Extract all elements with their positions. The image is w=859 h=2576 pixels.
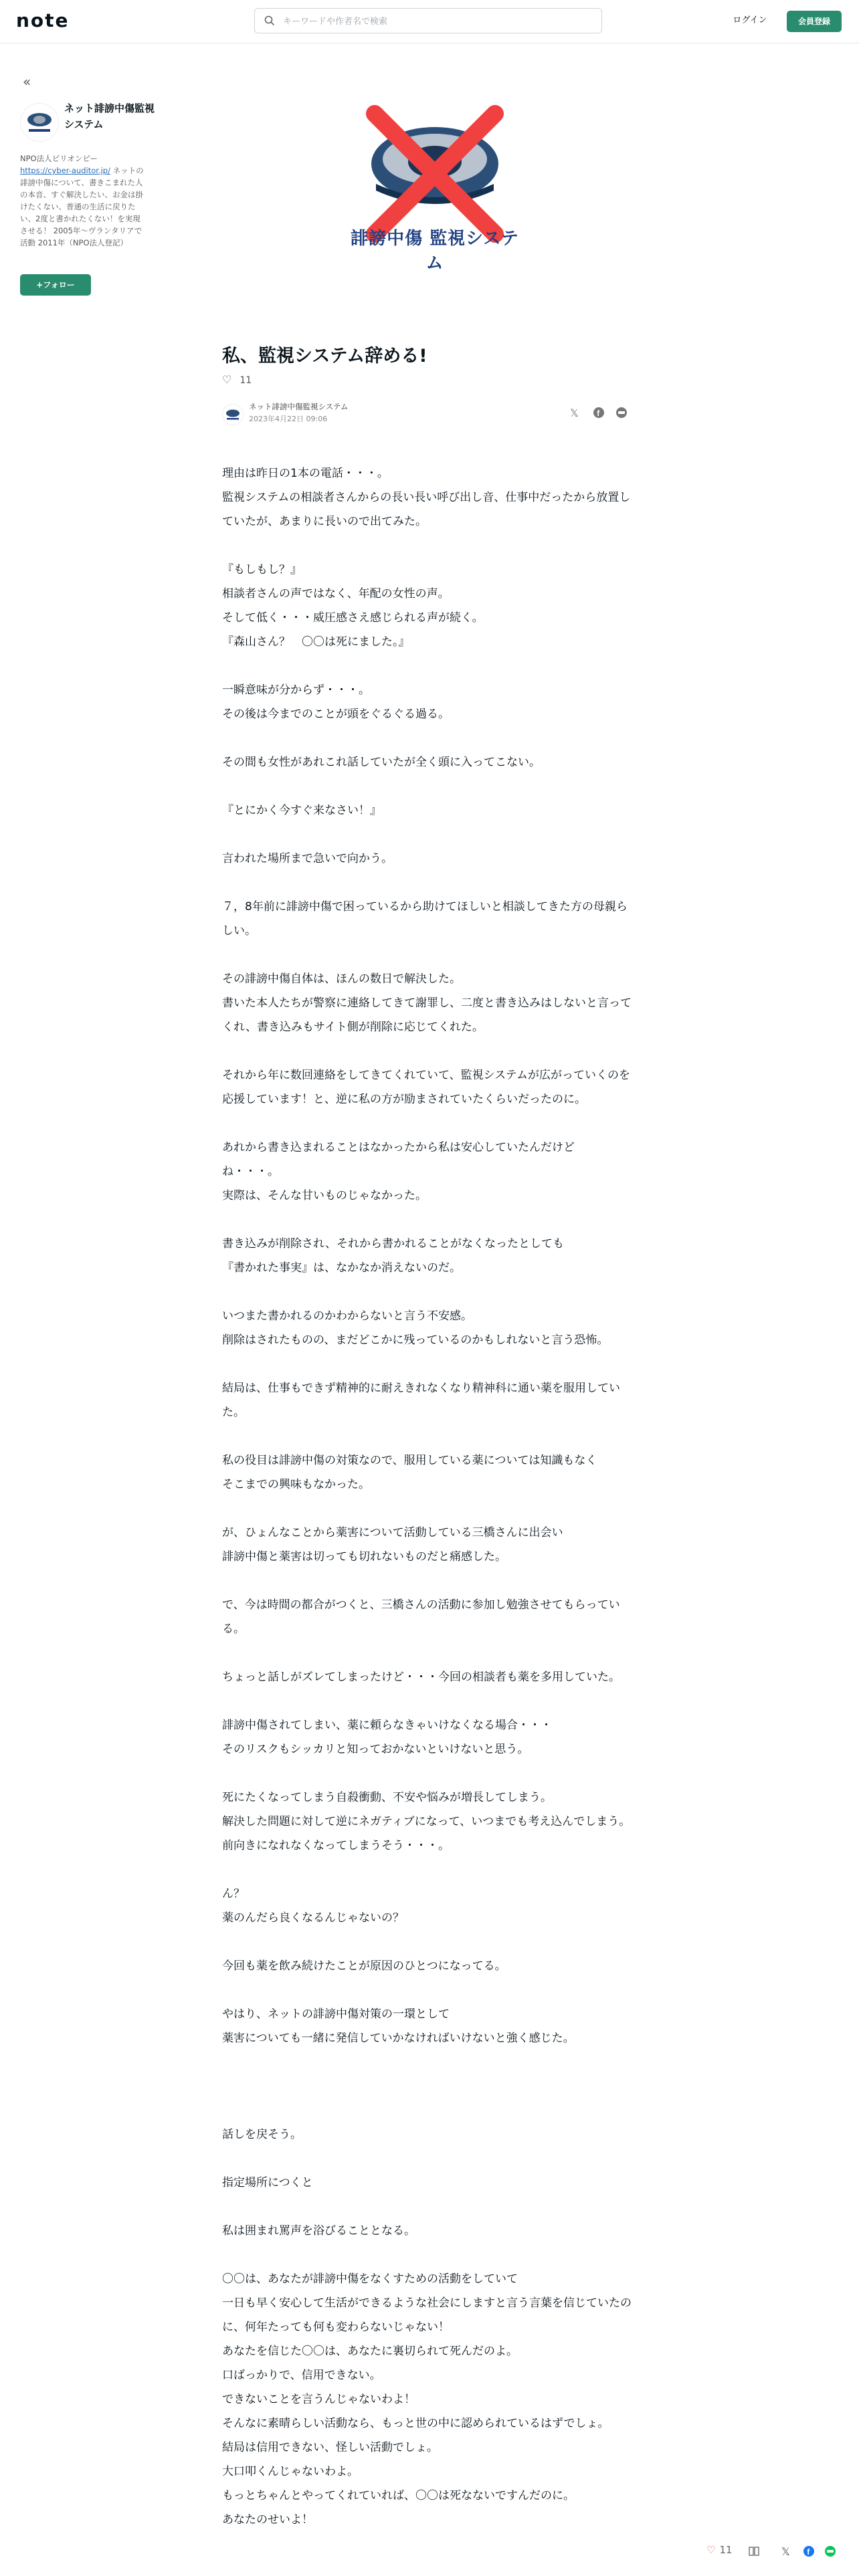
article-paragraph	[222, 2050, 637, 2074]
search-box[interactable]	[254, 8, 602, 33]
article-paragraph: できないことを言うんじゃないわよ！	[222, 2393, 415, 2406]
article-paragraph	[222, 1761, 637, 1786]
line-icon[interactable]	[824, 2545, 836, 2557]
article-paragraph	[222, 943, 637, 967]
article-paragraph: 監視システムの相談者さんからの長い長い呼び出し音、仕事中だったから放置していたが、あまりに長いので出てみた。	[222, 491, 631, 528]
like-counter[interactable]	[222, 373, 252, 386]
article-paragraph: いつまた書かれるのかわからないと言う不安感。	[222, 1309, 472, 1323]
article-paragraph	[222, 2074, 637, 2099]
sidebar-description	[20, 152, 147, 249]
svg-text:f: f	[597, 409, 600, 418]
article-paragraph	[222, 1641, 637, 1665]
heart-icon[interactable]: ♡	[706, 2544, 716, 2556]
article-paragraph: 指定場所につくと	[222, 2176, 313, 2189]
article-paragraph: 口ばっかりで、信用できない。	[222, 2369, 381, 2382]
article-paragraph: その後は今までのことが頭をぐるぐる過る。	[222, 708, 450, 721]
note-logo[interactable]: note	[16, 9, 70, 31]
article-paragraph: それから年に数回連絡をしてきてくれていて、監視システムが広がっていくのを応援しています！と、逆に私の方が励まされていたくらいだったのに。	[222, 1069, 630, 1106]
x-icon[interactable]: 𝕏	[570, 407, 579, 419]
article-paragraph	[222, 2243, 637, 2267]
article-paragraph: そのリスクもシッカリと知っておかないといけないと思う。	[222, 1743, 529, 1756]
article-paragraph	[222, 1111, 637, 1136]
article-paragraph: 結局は、仕事もできず精神的に耐えきれなくなり精神科に通い薬を服用していた。	[222, 1382, 620, 1419]
sidebar-author-name[interactable]: ネット誹謗中傷監視システム	[64, 102, 155, 130]
article-paragraph: もっとちゃんとやってくれていれば、〇〇は死なないですんだのに。	[222, 2489, 575, 2502]
signup-button[interactable]: 会員登録	[787, 11, 842, 32]
article-paragraph: やはり、ネットの誹謗中傷対策の一環として	[222, 2008, 450, 2021]
heart-icon[interactable]: ♡	[222, 373, 232, 386]
article-paragraph	[222, 1208, 637, 1232]
article-paragraph	[222, 2195, 637, 2219]
login-button[interactable]: ログイン	[733, 15, 767, 25]
article-paragraph: 解決した問題に対して逆にネガティブになって、いつまでも考え込んでしまう。	[222, 1815, 631, 1828]
article-paragraph: あなたを信じた〇〇は、あなたに裏切られて死んだのよ。	[222, 2345, 518, 2358]
x-icon[interactable]: 𝕏	[781, 2545, 790, 2558]
article-paragraph: そして低く・・・威圧感さえ感じられる声が続く。	[222, 611, 484, 625]
article-paragraph: 結局は信用できない、怪しい活動でしょ。	[222, 2441, 438, 2454]
article-paragraph: 書いた本人たちが警察に連絡してきて謝罪し、二度と書き込みはしないと言ってくれ、書き込みもサイト側が削除に応じてくれた。	[222, 996, 632, 1034]
article-paragraph: その間も女性があれこれ話していたが全く頭に入ってこない。	[222, 756, 541, 769]
desc-text: NPO法人ピリオンピー	[20, 154, 98, 163]
article-paragraph	[222, 726, 637, 750]
article-paragraph: ん？	[222, 1887, 245, 1901]
article-paragraph	[222, 2099, 637, 2123]
article-paragraph: 誹謗中傷されてしまい、薬に頼らなきゃいけなくなる場合・・・	[222, 1719, 552, 1732]
author-website-link[interactable]: https://cyber-auditor.jp/	[20, 166, 110, 175]
magazine-icon[interactable]	[748, 2545, 760, 2557]
article-paragraph: 薬害についても一緒に発信していかなければいけないと強く感じた。	[222, 2032, 575, 2045]
article-paragraph: 『もしもし？』	[222, 563, 302, 576]
article-paragraph: 前向きになれなくなってしまうそう・・・。	[222, 1839, 450, 1852]
line-icon[interactable]	[615, 407, 628, 419]
article-paragraph	[222, 1689, 637, 1713]
article-paragraph	[222, 534, 637, 558]
article-paragraph: ね・・・。	[222, 1165, 279, 1178]
article-paragraph: 大口叩くんじゃないわよ。	[222, 2465, 359, 2478]
article-paragraph	[222, 1039, 637, 1063]
article-paragraph	[222, 1424, 637, 1448]
article-paragraph	[222, 1930, 637, 1954]
article-body	[222, 461, 637, 2532]
collapse-sidebar-icon[interactable]: «	[23, 74, 31, 90]
article-paragraph: ７，8年前に誹謗中傷で困っているから助けてほしいと相談してきた方の母親らしい。	[222, 900, 628, 938]
article-paragraph: 相談者さんの声ではなく、年配の女性の声。	[222, 587, 450, 601]
article-paragraph: 『森山さん？ 〇〇は死にました。』	[222, 635, 410, 649]
article-paragraph: 話しを戻そう。	[222, 2128, 302, 2141]
article-paragraph: 実際は、そんな甘いものじゃなかった。	[222, 1189, 427, 1202]
follow-button[interactable]: +フォロー	[20, 274, 91, 296]
article-paragraph	[222, 1569, 637, 1593]
article-paragraph: そんなに素晴らしい活動なら、もっと世の中に認められているはずでしょ。	[222, 2417, 609, 2430]
article-title: 私、監視システム辞める!	[222, 346, 427, 366]
article-paragraph	[222, 774, 637, 798]
article-paragraph	[222, 1978, 637, 2002]
like-count: 11	[240, 375, 252, 386]
article-paragraph: 理由は昨日の1本の電話・・・。	[222, 467, 389, 480]
article-author-avatar[interactable]	[222, 404, 244, 425]
article-paragraph: 『とにかく今すぐ来なさい！』	[222, 804, 381, 817]
article-paragraph: 今回も薬を飲み続けたことが原因のひとつになってる。	[222, 1959, 506, 1973]
article-paragraph	[222, 1858, 637, 1882]
article-paragraph: 一日も早く安心して生活ができるような社会にしますと言う言葉を信じていたのに、何年たっても何も変わらないじゃない！	[222, 2296, 632, 2334]
article-paragraph: が、ひょんなことから薬害について活動している三橋さんに出会い	[222, 1526, 563, 1539]
article-paragraph: 死にたくなってしまう自殺衝動、不安や悩みが増長してしまう。	[222, 1791, 552, 1804]
article-paragraph: ちょっと話しがズレてしまったけど・・・今回の相談者も薬を多用していた。	[222, 1671, 620, 1684]
article-paragraph: 私の役目は誹謗中傷の対策なので、服用している薬については知識もなく	[222, 1454, 597, 1467]
article-paragraph: そこまでの興味もなかった。	[222, 1478, 370, 1491]
article-paragraph	[222, 1280, 637, 1304]
svg-text:f: f	[807, 2547, 810, 2557]
hero-caption: 誹謗中傷 監視システム	[351, 229, 519, 274]
author-avatar[interactable]	[20, 103, 59, 142]
floating-like-counter[interactable]	[706, 2544, 733, 2556]
article-paragraph	[222, 823, 637, 847]
article-paragraph	[222, 1352, 637, 1376]
article-paragraph: 薬のんだら良くなるんじゃないの？	[222, 1911, 404, 1925]
article-paragraph: 削除はされたものの、まだどこかに残っているのかもしれないと言う恐怖。	[222, 1333, 609, 1347]
article-paragraph: 誹謗中傷と薬害は切っても切れないものだと痛感した。	[222, 1550, 506, 1564]
article-paragraph: 一瞬意味が分からず・・・。	[222, 683, 370, 697]
article-paragraph: あれから書き込まれることはなかったから私は安心していたんだけど	[222, 1141, 575, 1154]
article-paragraph	[222, 1497, 637, 1521]
floating-like-count: 11	[719, 2544, 733, 2556]
article-paragraph: 書き込みが削除され、それから書かれることがなくなったとしても	[222, 1237, 565, 1251]
desc-text-rest: ネットの誹謗中傷について、書きこまれた人の本音、すぐ解決したい、お金は掛けたくない、普通の生活に戻りたい、2度と書かれたくない！を実現させる！ 2005年〜ヴランタリアで活動 2011年（NPO法人登記）	[20, 166, 144, 247]
search-icon	[264, 15, 275, 26]
article-date: 2023年4月22日 09:06	[249, 415, 328, 423]
article-paragraph: で、今は時間の都合がつくと、三橋さんの活動に参加し勉強させてもらっている。	[222, 1598, 620, 1636]
article-paragraph: 言われた場所まで急いで向かう。	[222, 852, 393, 865]
article-paragraph: 私は囲まれ罵声を浴びることとなる。	[222, 2224, 415, 2238]
article-paragraph	[222, 2147, 637, 2171]
search-input[interactable]	[282, 13, 592, 30]
article-author-name[interactable]: ネット誹謗中傷監視システム	[249, 402, 349, 411]
facebook-icon[interactable]	[593, 407, 605, 419]
article-paragraph	[222, 871, 637, 895]
top-header	[0, 0, 859, 43]
facebook-icon[interactable]	[803, 2545, 815, 2557]
article-paragraph: 『書かれた事実』は、なかなか消えないのだ。	[222, 1261, 461, 1275]
article-paragraph: 〇〇は、あなたが誹謗中傷をなくすための活動をしていて	[222, 2272, 518, 2286]
article-paragraph: あなたのせいよ！	[222, 2513, 313, 2527]
article-paragraph	[222, 654, 637, 678]
article-paragraph: その誹謗中傷自体は、ほんの数日で解決した。	[222, 972, 461, 986]
